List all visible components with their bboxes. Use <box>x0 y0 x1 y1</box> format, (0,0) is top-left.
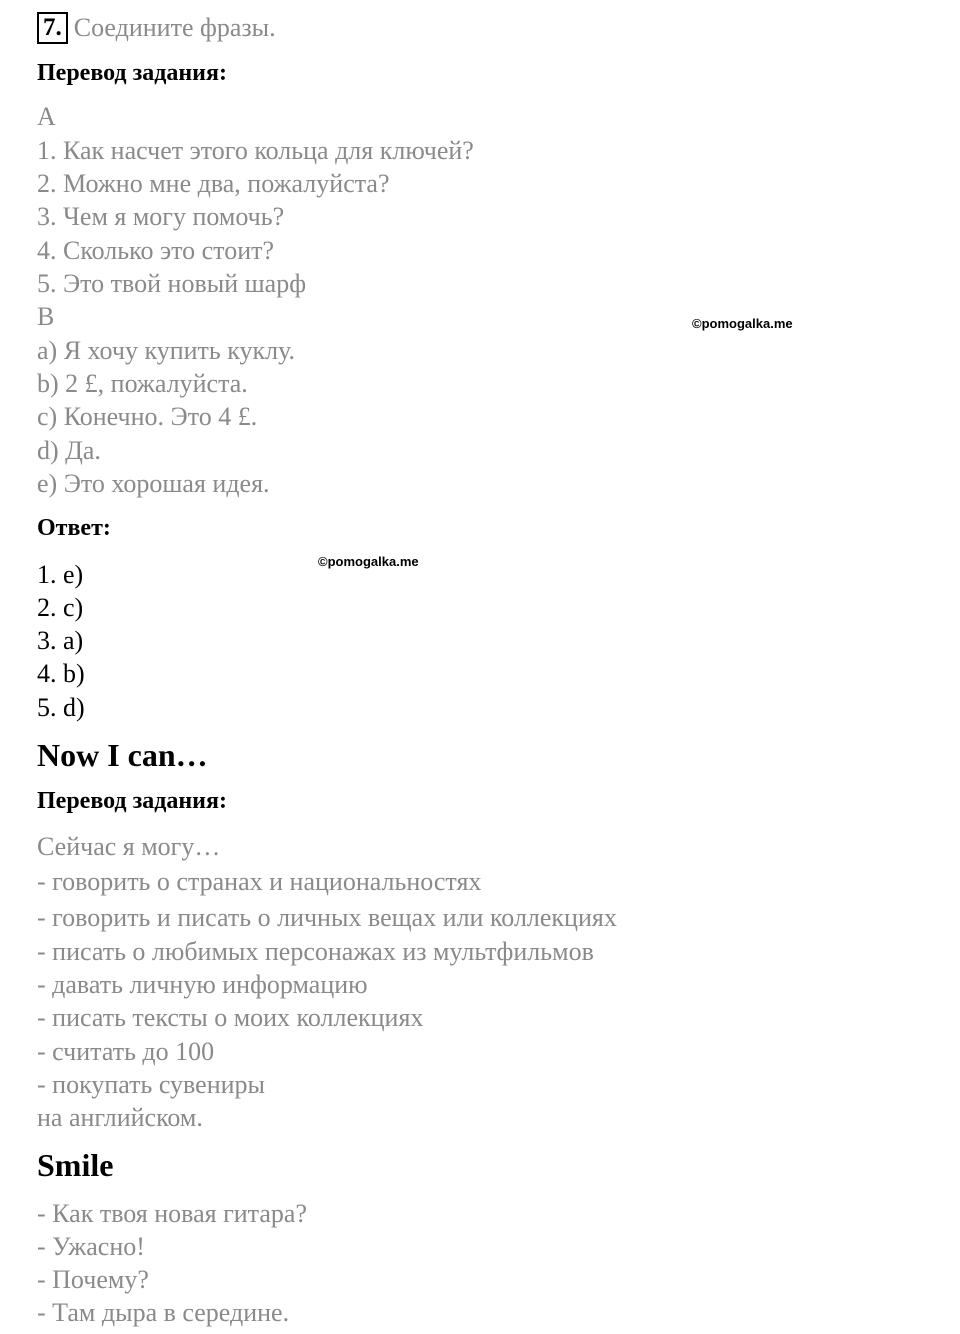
answer-item: 4. b) <box>37 659 85 688</box>
smile-line: - Как твоя новая гитара? <box>37 1199 307 1228</box>
answer-item: 1. e) <box>37 560 84 589</box>
smile-heading: Smile <box>37 1147 114 1183</box>
now-i-can-line: - писать тексты о моих коллекциях <box>37 1003 424 1032</box>
now-i-can-line: - покупать сувениры <box>37 1070 265 1099</box>
task-number: 7. <box>37 12 68 44</box>
answer-item: 5. d) <box>37 693 85 722</box>
smile-line: - Там дыра в середине. <box>37 1298 290 1327</box>
smile-line: - Почему? <box>37 1265 149 1294</box>
now-i-can-line: - давать личную информацию <box>37 970 368 999</box>
column-a-item: 5. Это твой новый шарф <box>37 269 307 298</box>
task-header <box>37 12 276 44</box>
column-a-label: A <box>37 102 56 131</box>
now-i-can-heading: Now I can… <box>37 737 208 773</box>
now-i-can-line: - говорить и писать о личных вещах или коллекциях <box>37 903 617 932</box>
column-a-item: 3. Чем я могу помочь? <box>37 202 285 231</box>
watermark: ©pomogalka.me <box>692 316 793 331</box>
now-i-can-line: - писать о любимых персонажах из мультфильмов <box>37 937 594 966</box>
now-i-can-line: - говорить о странах и национальностях <box>37 867 482 896</box>
column-b-item: e) Это хорошая идея. <box>37 469 270 498</box>
column-b-item: c) Конечно. Это 4 £. <box>37 402 258 431</box>
now-i-can-line: Сейчас я могу… <box>37 832 221 861</box>
watermark: ©pomogalka.me <box>318 554 419 569</box>
now-i-can-line: - считать до 100 <box>37 1037 215 1066</box>
column-a-item: 2. Можно мне два, пожалуйста? <box>37 169 390 198</box>
answer-item: 2. c) <box>37 593 84 622</box>
column-a-item: 4. Сколько это стоит? <box>37 236 275 265</box>
task-title: Соедините фразы. <box>73 13 276 42</box>
answer-heading: Ответ: <box>37 515 111 541</box>
column-a-item: 1. Как насчет этого кольца для ключей? <box>37 136 474 165</box>
now-i-can-line: на английском. <box>37 1103 203 1132</box>
translation-heading: Перевод задания: <box>37 60 227 86</box>
column-b-item: d) Да. <box>37 436 101 465</box>
column-b-label: B <box>37 302 55 331</box>
column-b-item: b) 2 £, пожалуйста. <box>37 369 248 398</box>
smile-line: - Ужасно! <box>37 1232 145 1261</box>
translation-heading-2: Перевод задания: <box>37 788 227 814</box>
answer-item: 3. a) <box>37 626 84 655</box>
column-b-item: a) Я хочу купить куклу. <box>37 336 296 365</box>
